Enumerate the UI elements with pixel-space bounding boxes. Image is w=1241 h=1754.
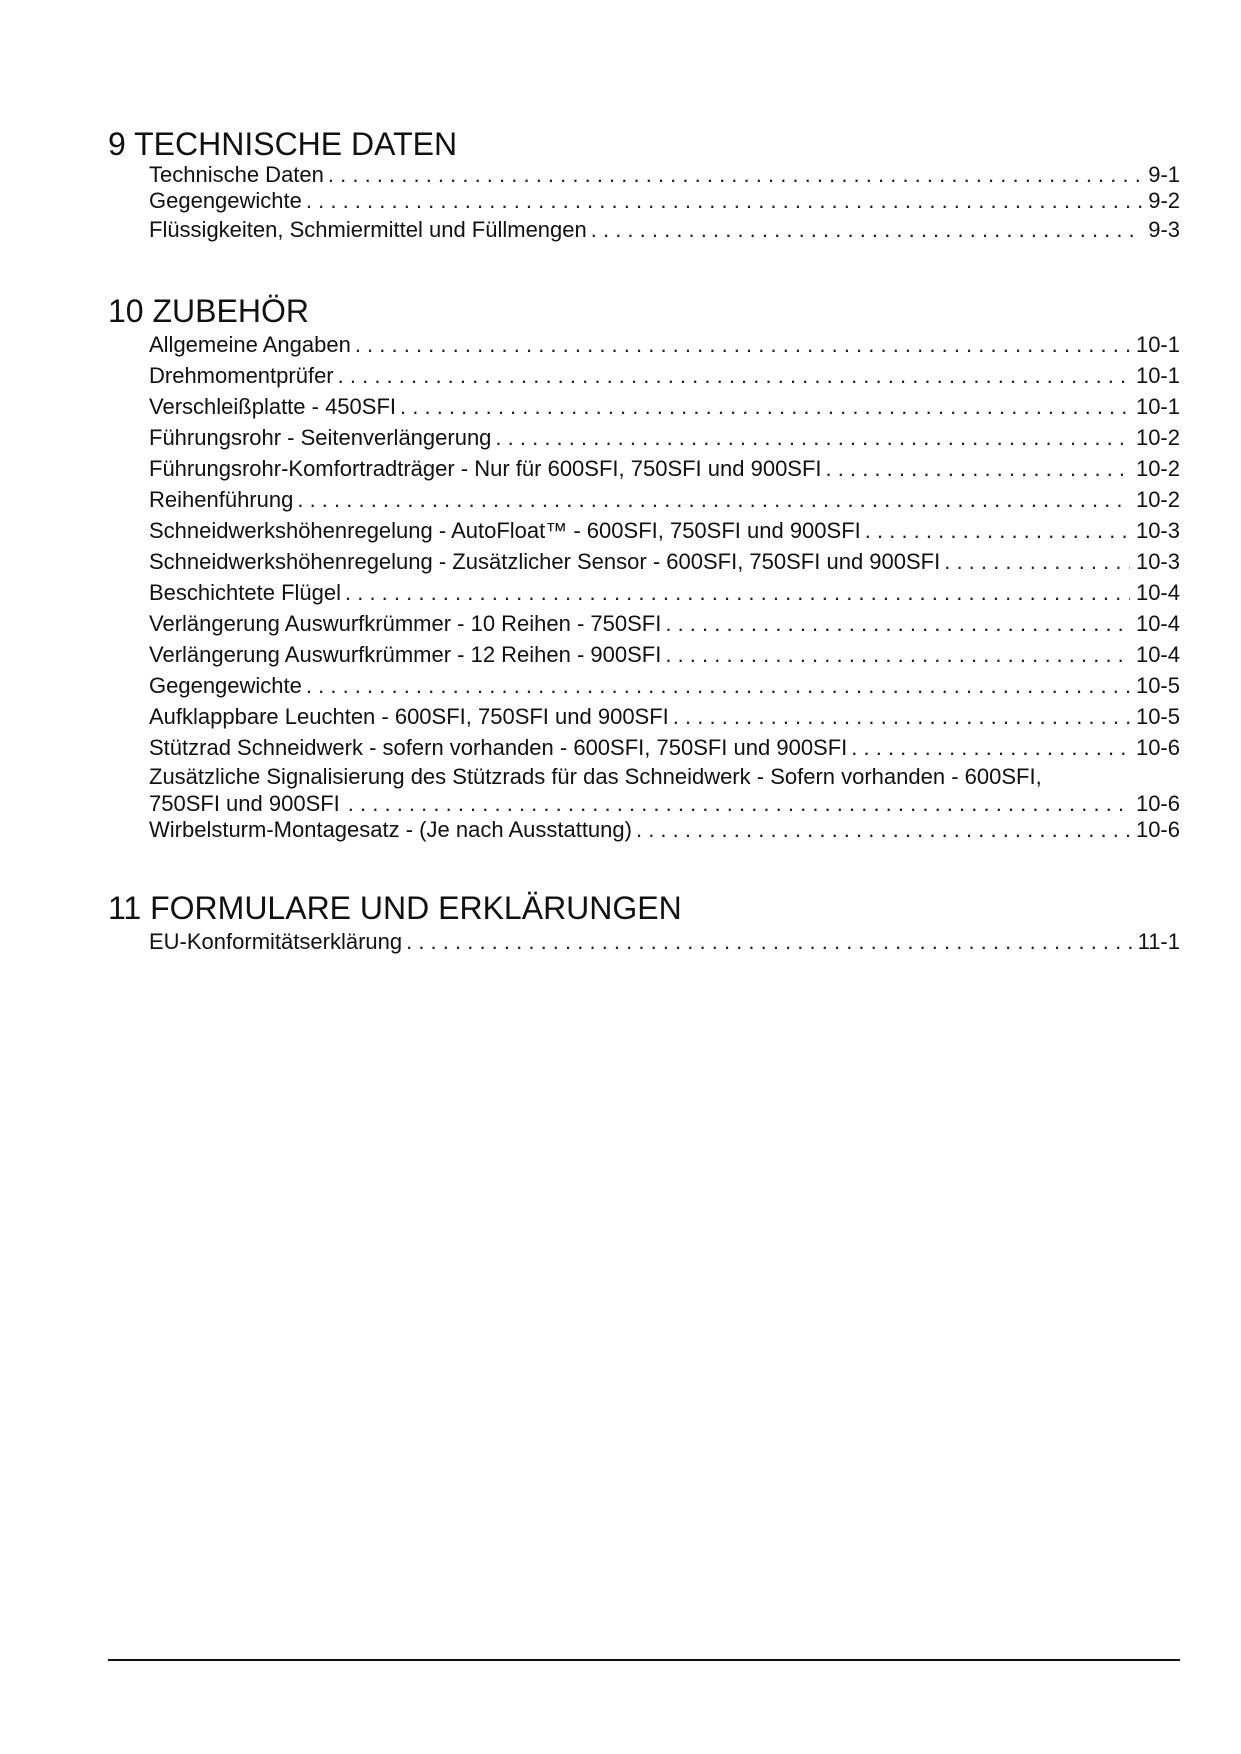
toc-entry-title: EU-Konformitätserklärung [149,929,403,954]
toc-entry[interactable] [149,453,1180,484]
toc-entry-page: 9-3 [1148,217,1180,242]
toc-entry-page: 10-3 [1135,518,1180,543]
toc-entry[interactable] [149,484,1180,515]
dot-leader [851,732,1130,763]
toc-entry-page: 10-1 [1135,363,1180,388]
toc-entry-page: 9-2 [1148,188,1180,213]
toc-entry-list [108,926,1180,957]
toc-entry-title: Zusätzliche Signalisierung des Stützrads für das Schneidwerk - Sofern vorhanden - 600SFI, [149,764,1042,789]
toc-entry-page: 10-2 [1135,487,1180,512]
dot-leader [306,670,1130,701]
toc-entry[interactable] [149,670,1180,701]
toc-entry[interactable] [149,701,1180,732]
toc-entry-page: 10-6 [1135,735,1180,760]
dot-leader [348,790,1130,817]
toc-entry-title: Schneidwerkshöhenregelung - AutoFloat™ - 600SFI, 750SFI und 900SFI [149,518,861,543]
toc-entry[interactable] [149,926,1180,957]
toc-entry-page: 10-2 [1135,425,1180,450]
toc-entry-title: Verlängerung Auswurfkrümmer - 12 Reihen - 900SFI [149,642,662,667]
toc-entry-page: 10-1 [1135,332,1180,357]
section-heading: 10 ZUBEHÖR [108,293,309,329]
toc-entry[interactable] [149,360,1180,391]
toc-entry-title: Technische Daten [149,162,324,187]
dot-leader [944,546,1130,577]
dot-leader [406,926,1131,957]
dot-leader [591,214,1142,245]
toc-entry-title: Führungsrohr-Komfortradträger - Nur für 600SFI, 750SFI und 900SFI [149,456,822,481]
section-heading: 9 TECHNISCHE DATEN [108,126,458,162]
dot-leader [495,422,1130,453]
toc-entry-title: Verlängerung Auswurfkrümmer - 10 Reihen - 750SFI [149,611,662,636]
dot-leader [673,701,1130,732]
dot-leader [826,453,1130,484]
toc-entry[interactable] [149,639,1180,670]
toc-entry[interactable] [149,422,1180,453]
dot-leader [297,484,1130,515]
toc-entry-title: Gegengewichte [149,188,302,213]
section-heading: 11 FORMULARE UND ERKLÄRUNGEN [108,890,682,926]
toc-entry-page: 9-1 [1148,162,1180,187]
toc-entry[interactable] [149,188,1180,214]
toc-entry-title: Gegengewichte [149,673,302,698]
toc-entry-title: Allgemeine Angaben [149,332,351,357]
dot-leader [345,577,1130,608]
toc-entry-page: 10-5 [1135,673,1180,698]
toc-entry-page: 10-2 [1135,456,1180,481]
toc-entry-page: 10-3 [1135,549,1180,574]
toc-entry-page: 10-4 [1135,580,1180,605]
toc-section-9 [108,126,1180,245]
dot-leader [338,360,1130,391]
toc-entry[interactable] [149,214,1180,245]
toc-entry[interactable] [149,608,1180,639]
dot-leader [328,162,1142,188]
toc-entry[interactable] [149,329,1180,360]
toc-entry[interactable] [149,546,1180,577]
toc-entry-page: 10-4 [1135,611,1180,636]
toc-entry-title: Aufklappbare Leuchten - 600SFI, 750SFI und 900SFI [149,704,669,729]
toc-entry-title: Wirbelsturm-Montagesatz - (Je nach Ausstattung) [149,817,632,842]
toc-entry[interactable] [149,515,1180,546]
toc-section-11 [108,890,1180,957]
toc-entry-title: Reihenführung [149,487,294,512]
toc-entry-title: Beschichtete Flügel [149,580,341,605]
dot-leader [355,329,1130,360]
toc-entry[interactable] [149,391,1180,422]
toc-entry-page: 10-6 [1135,817,1180,842]
toc-entry[interactable] [149,763,1180,817]
dot-leader [636,817,1130,843]
toc-entry[interactable] [149,817,1180,843]
toc-entry-page: 11-1 [1137,929,1180,954]
toc-entry[interactable] [149,732,1180,763]
toc-section-10 [108,293,1180,843]
toc-entry-title: Drehmomentprüfer [149,363,334,388]
toc-entry-page: 10-1 [1135,394,1180,419]
toc-entry-title: Flüssigkeiten, Schmiermittel und Füllmengen [149,217,587,242]
dot-leader [306,188,1142,214]
dot-leader [865,515,1130,546]
dot-leader [400,391,1130,422]
toc-entry-title: Verschleißplatte - 450SFI [149,394,397,419]
toc-entry-page: 10-6 [1135,791,1180,816]
toc-entry-list [108,162,1180,245]
toc-entry-page: 10-5 [1135,704,1180,729]
toc-entry[interactable] [149,162,1180,188]
dot-leader [665,639,1130,670]
toc-entry-title: Stützrad Schneidwerk - sofern vorhanden - 600SFI, 750SFI und 900SFI [149,735,848,760]
toc-entry-list [108,329,1180,843]
toc-entry[interactable] [149,577,1180,608]
toc-entry-title: Führungsrohr - Seitenverlängerung [149,425,492,450]
dot-leader [665,608,1130,639]
footer-divider [108,1659,1180,1661]
toc-entry-page: 10-4 [1135,642,1180,667]
toc-entry-title: Schneidwerkshöhenregelung - Zusätzlicher Sensor - 600SFI, 750SFI und 900SFI [149,549,941,574]
toc-entry-title-continued: 750SFI und 900SFI [149,791,340,816]
